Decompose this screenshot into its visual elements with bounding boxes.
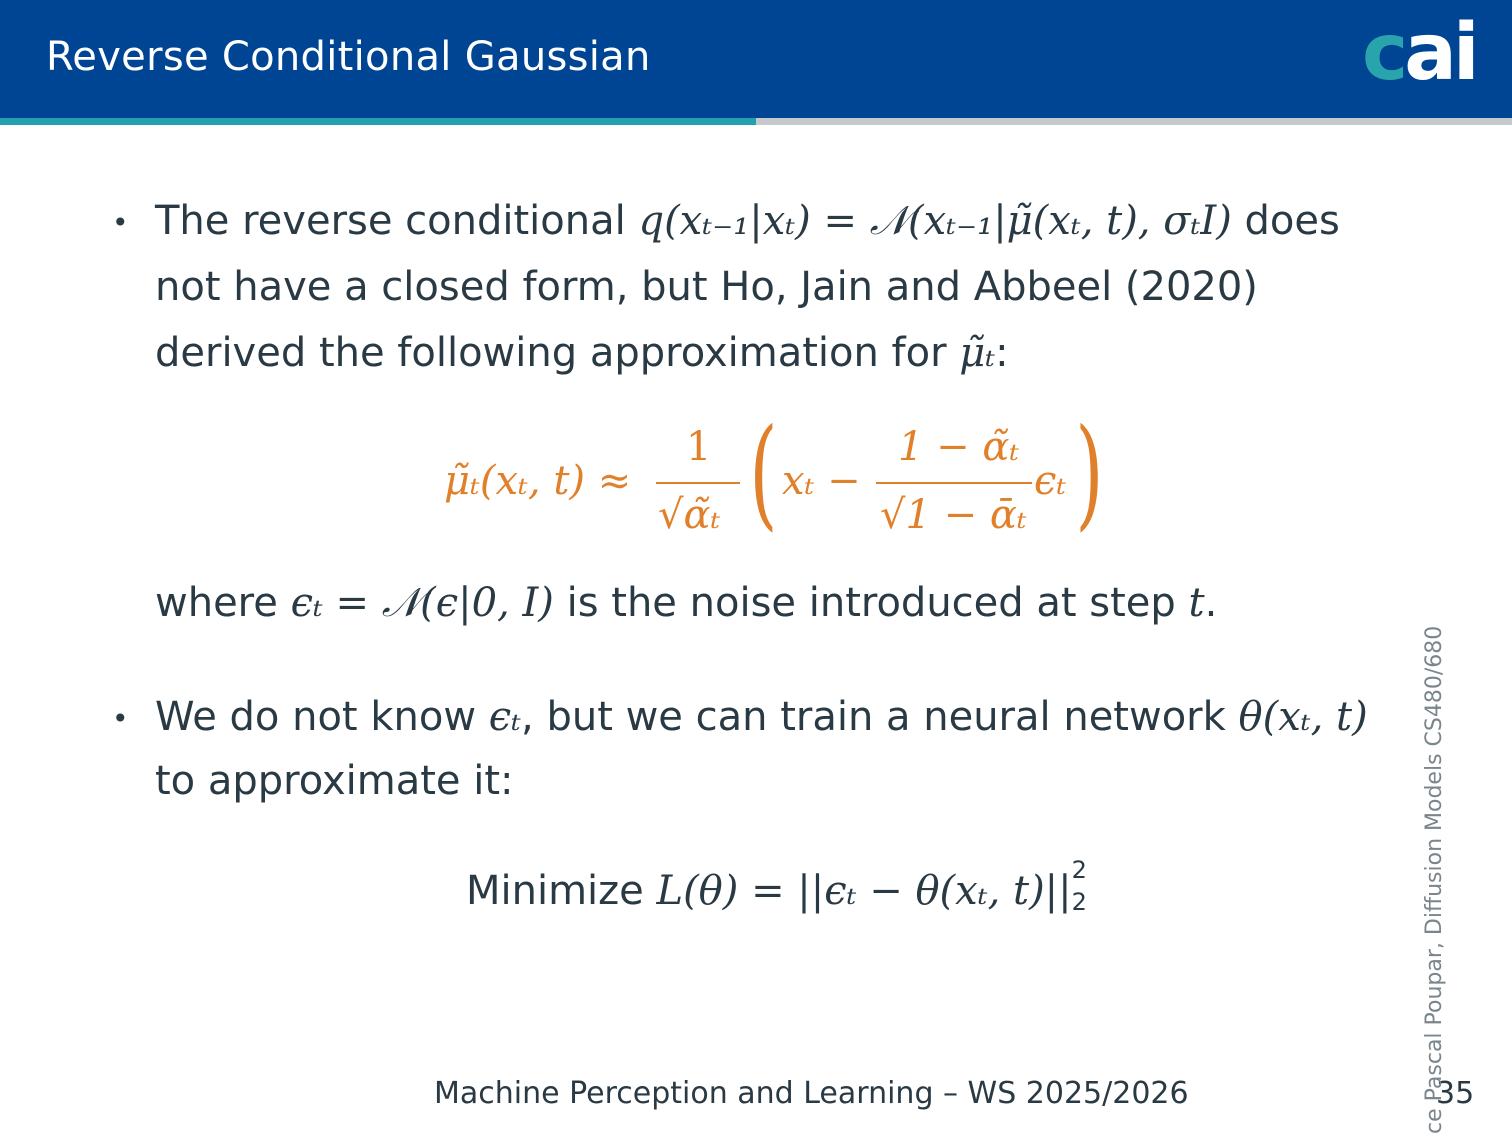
math: θ(xₜ, t) xyxy=(1238,694,1368,740)
frac1-denominator: √α̃ₜ xyxy=(658,492,721,538)
minimize-word: Minimize xyxy=(466,868,657,914)
frac2-denominator: √1 − ᾱₜ xyxy=(880,492,1027,538)
text: : xyxy=(995,330,1009,376)
where-line xyxy=(155,580,1217,626)
left-paren: ( xyxy=(749,404,778,543)
math: ϵₜ = 𝒩(ϵ|0, I) xyxy=(290,580,554,626)
norm-sup: 2 xyxy=(1071,856,1087,884)
frac2-line xyxy=(876,482,1032,484)
equation-loss xyxy=(466,856,1090,916)
bullet-2-line-2: to approximate it: xyxy=(155,758,514,804)
right-paren: ) xyxy=(1075,404,1104,543)
loss-math: L(θ) = ||ϵₜ − θ(xₜ, t)|| xyxy=(656,868,1072,914)
norm-sub: 2 xyxy=(1071,888,1087,916)
bullet-1-line-2: not have a closed form, but Ho, Jain and Abbeel (2020) xyxy=(155,264,1258,310)
inner-x: xₜ − xyxy=(782,458,861,504)
text: derived the following approximation for xyxy=(155,330,960,376)
logo-c: c xyxy=(1362,8,1405,98)
text: is the noise introduced at step xyxy=(553,580,1189,626)
math: ϵₜ xyxy=(488,694,522,740)
page-number: 35 xyxy=(1436,1076,1475,1111)
logo-ai: ai xyxy=(1404,8,1476,98)
math-t: t xyxy=(1188,580,1205,626)
text: where xyxy=(155,580,291,626)
equation-mu-approx xyxy=(440,404,1120,550)
bullet-1-line-1 xyxy=(155,198,1340,244)
norm-scripts xyxy=(1071,856,1090,916)
page-title: Reverse Conditional Gaussian xyxy=(46,34,651,80)
bullet-1-line-3 xyxy=(155,330,1009,376)
text: The reverse conditional xyxy=(155,198,639,244)
math: q(xₜ₋₁|xₜ) = 𝒩(xₜ₋₁|μ̃(xₜ, t), σₜI) xyxy=(638,198,1232,244)
text: We do not know xyxy=(155,694,489,740)
math: μ̃ₜ xyxy=(959,330,996,376)
bullet-dot: • xyxy=(112,206,129,239)
frac1-line xyxy=(656,482,740,484)
text: , but we can train a neural network xyxy=(521,694,1239,740)
bullet-2-line-1 xyxy=(155,694,1368,740)
eq-lhs: μ̃ₜ(xₜ, t) ≈ xyxy=(444,458,632,504)
source-credit: ce Pascal Poupar, Diffusion Models CS480/680 xyxy=(1422,625,1447,1134)
frac2-numerator: 1 − α̃ₜ xyxy=(898,424,1020,470)
text: does xyxy=(1231,198,1340,244)
eq-eps: ϵₜ xyxy=(1034,458,1067,504)
bullet-dot: • xyxy=(112,702,129,735)
frac1-numerator: 1 xyxy=(686,424,712,470)
text: . xyxy=(1204,580,1218,626)
footer-course: Machine Perception and Learning – WS 2025/2026 xyxy=(434,1076,1189,1111)
